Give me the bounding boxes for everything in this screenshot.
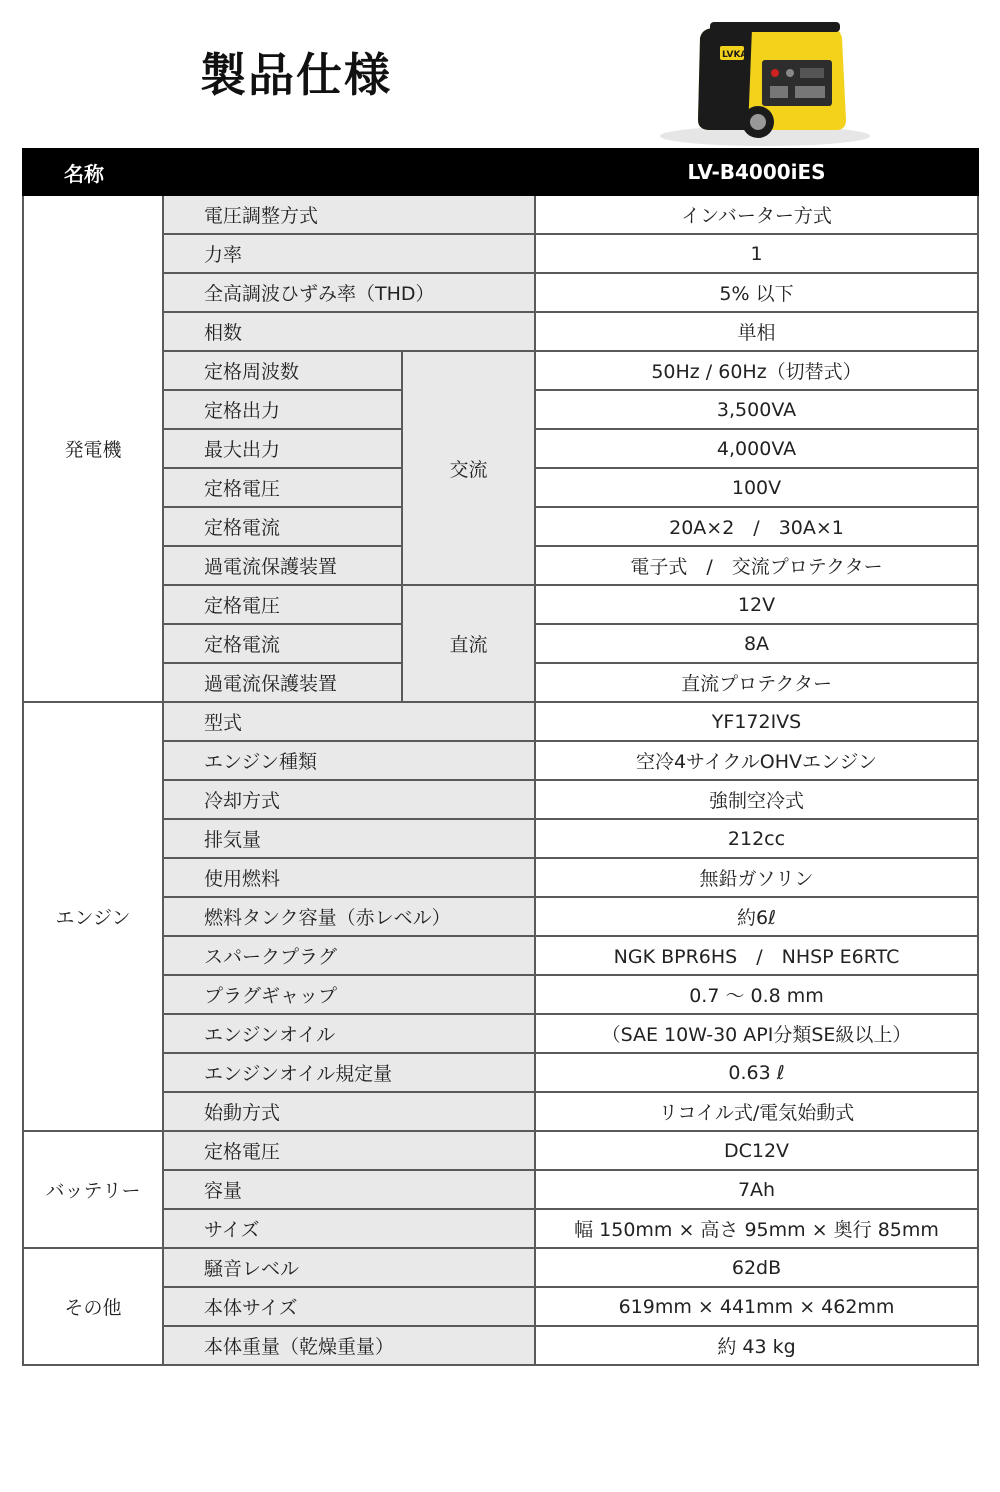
row-value: 20A×2 / 30A×1 <box>535 507 978 546</box>
row-value: 12V <box>535 585 978 624</box>
row-value: 7Ah <box>535 1170 978 1209</box>
row-label: 力率 <box>163 234 535 273</box>
header-model-value: LV-B4000iES <box>535 149 978 195</box>
row-value: 212cc <box>535 819 978 858</box>
row-label: 本体サイズ <box>163 1287 535 1326</box>
row-value: 約6ℓ <box>535 897 978 936</box>
brand-logo-text: LVKAI <box>722 50 751 60</box>
row-label: 騒音レベル <box>163 1248 535 1287</box>
table-row <box>23 351 978 390</box>
row-value: インバーター方式 <box>535 195 978 234</box>
row-value: 約 43 kg <box>535 1326 978 1365</box>
table-row <box>23 897 978 936</box>
row-label: 相数 <box>163 312 535 351</box>
table-row <box>23 819 978 858</box>
subgroup-dc: 直流 <box>402 585 535 702</box>
table-row <box>23 1287 978 1326</box>
category-other: その他 <box>23 1248 163 1365</box>
row-label: 容量 <box>163 1170 535 1209</box>
row-value: DC12V <box>535 1131 978 1170</box>
table-row <box>23 1053 978 1092</box>
table-row <box>23 741 978 780</box>
row-value: 電子式 / 交流プロテクター <box>535 546 978 585</box>
row-value: （SAE 10W-30 API分類SE級以上） <box>535 1014 978 1053</box>
row-value: 100V <box>535 468 978 507</box>
row-label: エンジンオイル規定量 <box>163 1053 535 1092</box>
table-row <box>23 1092 978 1131</box>
table-row <box>23 936 978 975</box>
row-value: リコイル式/電気始動式 <box>535 1092 978 1131</box>
table-row <box>23 585 978 624</box>
row-label: 定格電流 <box>163 507 402 546</box>
row-value: 単相 <box>535 312 978 351</box>
row-label: 過電流保護装置 <box>163 663 402 702</box>
row-value: 空冷4サイクルOHVエンジン <box>535 741 978 780</box>
row-value: 幅 150mm × 高さ 95mm × 奥行 85mm <box>535 1209 978 1248</box>
row-value: 直流プロテクター <box>535 663 978 702</box>
row-label: 本体重量（乾燥重量） <box>163 1326 535 1365</box>
page-title: 製品仕様 <box>200 48 392 102</box>
row-label: 定格電流 <box>163 624 402 663</box>
category-engine: エンジン <box>23 702 163 1131</box>
table-row <box>23 1209 978 1248</box>
row-label: エンジン種類 <box>163 741 535 780</box>
row-label: サイズ <box>163 1209 535 1248</box>
row-value: 無鉛ガソリン <box>535 858 978 897</box>
row-value: NGK BPR6HS / NHSP E6RTC <box>535 936 978 975</box>
table-row <box>23 1326 978 1365</box>
table-row <box>23 780 978 819</box>
category-generator: 発電機 <box>23 195 163 702</box>
subgroup-ac: 交流 <box>402 351 535 585</box>
header-name-label: 名称 <box>23 149 535 195</box>
row-label: 定格電圧 <box>163 585 402 624</box>
row-value: 62dB <box>535 1248 978 1287</box>
spec-table <box>22 148 979 1366</box>
row-value: 8A <box>535 624 978 663</box>
row-label: 全高調波ひずみ率（THD） <box>163 273 535 312</box>
row-label: プラグギャップ <box>163 975 535 1014</box>
row-label: 最大出力 <box>163 429 402 468</box>
table-row <box>23 1170 978 1209</box>
row-value: 4,000VA <box>535 429 978 468</box>
table-row <box>23 1248 978 1287</box>
table-row <box>23 975 978 1014</box>
row-value: 619mm × 441mm × 462mm <box>535 1287 978 1326</box>
generator-product-image <box>640 18 880 148</box>
table-row <box>23 1014 978 1053</box>
row-label: 燃料タンク容量（赤レベル） <box>163 897 535 936</box>
table-header-row <box>23 149 978 195</box>
table-row <box>23 195 978 234</box>
row-value: 0.63 ℓ <box>535 1053 978 1092</box>
row-label: 定格出力 <box>163 390 402 429</box>
row-value: 0.7 ～ 0.8 mm <box>535 975 978 1014</box>
table-row <box>23 234 978 273</box>
row-label: 電圧調整方式 <box>163 195 535 234</box>
row-value: 50Hz / 60Hz（切替式） <box>535 351 978 390</box>
table-row <box>23 312 978 351</box>
row-label: スパークプラグ <box>163 936 535 975</box>
row-value: 3,500VA <box>535 390 978 429</box>
row-label: 始動方式 <box>163 1092 535 1131</box>
row-value: YF172IVS <box>535 702 978 741</box>
row-label: 型式 <box>163 702 535 741</box>
table-row <box>23 858 978 897</box>
table-row <box>23 1131 978 1170</box>
row-label: エンジンオイル <box>163 1014 535 1053</box>
row-label: 定格電圧 <box>163 468 402 507</box>
table-row <box>23 273 978 312</box>
row-label: 過電流保護装置 <box>163 546 402 585</box>
row-label: 排気量 <box>163 819 535 858</box>
row-label: 冷却方式 <box>163 780 535 819</box>
table-row <box>23 702 978 741</box>
row-label: 定格周波数 <box>163 351 402 390</box>
row-value: 5% 以下 <box>535 273 978 312</box>
category-battery: バッテリー <box>23 1131 163 1248</box>
row-value: 1 <box>535 234 978 273</box>
row-label: 使用燃料 <box>163 858 535 897</box>
row-label: 定格電圧 <box>163 1131 535 1170</box>
row-value: 強制空冷式 <box>535 780 978 819</box>
